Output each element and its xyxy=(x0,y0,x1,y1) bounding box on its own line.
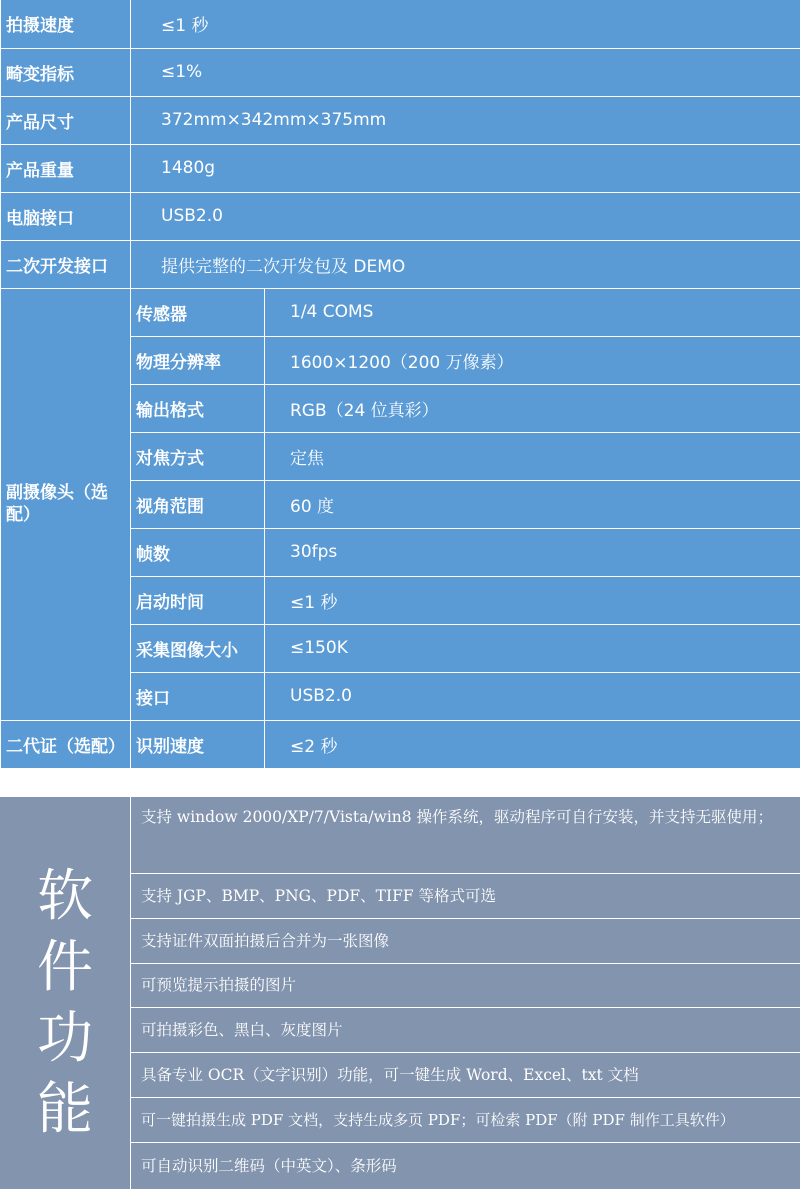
title-char: 能 xyxy=(37,1077,93,1142)
spec-subvalue: 定焦 xyxy=(265,432,800,480)
spec-subvalue: 1600×1200（200 万像素） xyxy=(265,336,800,384)
spec-subvalue: RGB（24 位真彩） xyxy=(265,384,800,432)
spec-value: 1480g xyxy=(131,144,800,192)
spec-label: 产品重量 xyxy=(1,144,131,192)
feature-item: 可自动识别二维码（中英文）、条形码 xyxy=(141,1157,397,1175)
spec-subvalue: ≤1 秒 xyxy=(265,576,800,624)
spec-row-sdk xyxy=(1,240,800,288)
spec-subvalue: 30fps xyxy=(265,528,800,576)
spec-row-size xyxy=(1,96,800,144)
spec-value: 372mm×342mm×375mm xyxy=(131,96,800,144)
spec-label: 拍摄速度 xyxy=(1,0,131,48)
spec-row-distortion xyxy=(1,48,800,96)
spec-value: ≤1% xyxy=(131,48,800,96)
secondary-camera-label: 副摄像头（选配） xyxy=(1,288,131,720)
spec-value: 提供完整的二次开发包及 DEMO xyxy=(131,240,800,288)
spec-sublabel: 识别速度 xyxy=(131,720,265,768)
title-char: 件 xyxy=(37,935,93,1000)
spec-subvalue: ≤150K xyxy=(265,624,800,672)
feature-item: 支持 window 2000/XP/7/Vista/win8 操作系统，驱动程序可自行安装，并支持无驱使用； xyxy=(131,797,800,874)
spec-sublabel: 对焦方式 xyxy=(131,432,265,480)
spec-row-pc-interface xyxy=(1,192,800,240)
spec-sublabel: 传感器 xyxy=(131,288,265,336)
spec-subvalue: ≤2 秒 xyxy=(265,720,800,768)
feature-item: 支持证件双面拍摄后合并为一张图像 xyxy=(131,919,800,964)
feature-item: 可预览提示拍摄的图片 xyxy=(131,964,800,1008)
spec-sublabel: 帧数 xyxy=(131,528,265,576)
id-card-row xyxy=(1,720,800,768)
spec-subvalue: 60 度 xyxy=(265,480,800,528)
software-features-title xyxy=(0,797,131,1189)
spec-label: 畸变指标 xyxy=(1,48,131,96)
spec-sublabel: 启动时间 xyxy=(131,576,265,624)
spec-sublabel: 输出格式 xyxy=(131,384,265,432)
spec-row-shooting-speed xyxy=(1,0,800,48)
spec-subvalue: USB2.0 xyxy=(265,672,800,720)
title-char: 功 xyxy=(37,1006,93,1071)
feature-item: 可拍摄彩色、黑白、灰度图片 xyxy=(131,1008,800,1053)
feature-item: 可一键拍摄生成 PDF 文档，支持生成多页 PDF；可检索 PDF（附 PDF 制作工具软件） xyxy=(131,1098,800,1143)
spec-label: 电脑接口 xyxy=(1,192,131,240)
secondary-camera-row xyxy=(1,288,800,336)
spec-sublabel: 物理分辨率 xyxy=(131,336,265,384)
spec-subvalue: 1/4 COMS xyxy=(265,288,800,336)
spec-sublabel: 采集图像大小 xyxy=(131,624,265,672)
feature-item: 支持 JGP、BMP、PNG、PDF、TIFF 等格式可选 xyxy=(131,874,800,919)
spec-value: USB2.0 xyxy=(131,192,800,240)
spec-label: 产品尺寸 xyxy=(1,96,131,144)
title-char: 软 xyxy=(37,864,93,929)
feature-item: 具备专业 OCR（文字识别）功能，可一键生成 Word、Excel、txt 文档 xyxy=(131,1053,800,1098)
spec-value: ≤1 秒 xyxy=(131,0,800,48)
spec-label: 二次开发接口 xyxy=(1,240,131,288)
spec-sublabel: 视角范围 xyxy=(131,480,265,528)
spec-sublabel: 接口 xyxy=(131,672,265,720)
spec-row-weight xyxy=(1,144,800,192)
software-features-section xyxy=(0,797,800,1189)
id-card-label: 二代证（选配） xyxy=(1,720,131,768)
